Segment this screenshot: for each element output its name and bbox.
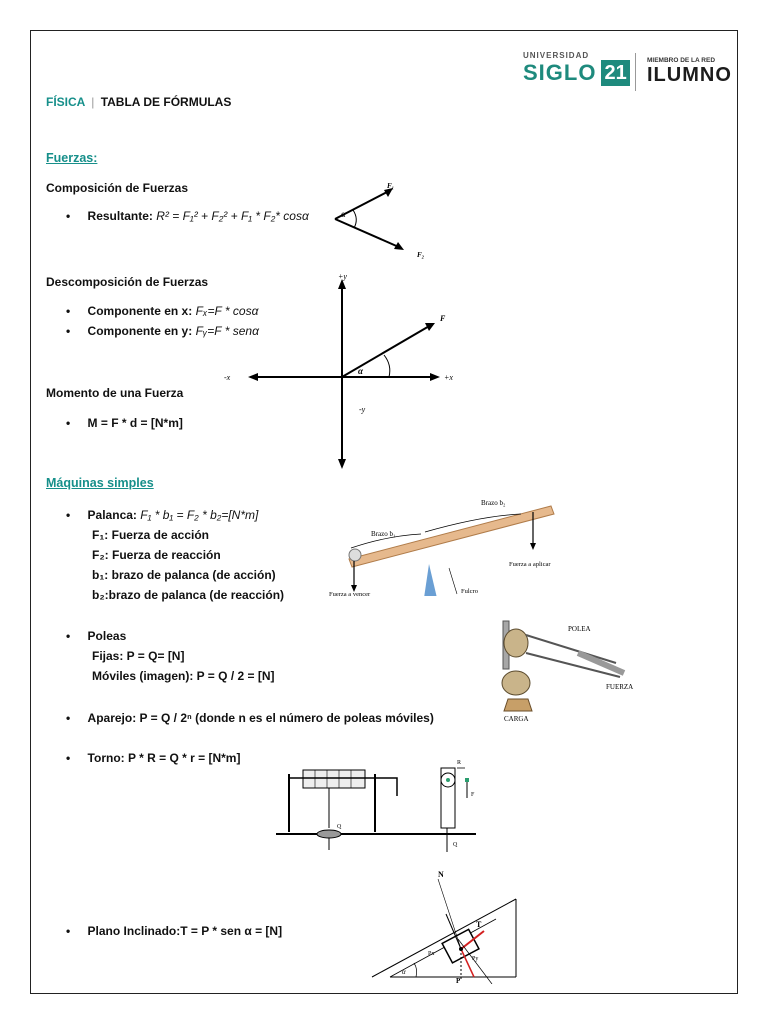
resultante-formula: R² = F₁² + F₂² + F₁ * F₂* cosα	[156, 209, 309, 223]
plus-x-label: +x	[444, 373, 453, 382]
inclined-plane-diagram	[366, 859, 531, 984]
componente-y-formula: Fᵧ=F * senα	[195, 324, 259, 338]
t-label: T	[476, 920, 482, 929]
poleas-fijas: Fijas: P = Q= [N]	[92, 649, 185, 663]
page-header	[46, 95, 231, 109]
logo-21: 21	[601, 60, 629, 86]
minus-x-label: -x	[224, 373, 231, 382]
n-label: N	[438, 870, 444, 879]
ilumno-network-label: MIEMBRO DE LA RED	[647, 57, 716, 64]
brazo-b2-label: Brazo b₂	[481, 499, 506, 507]
px-label: Px	[428, 951, 435, 957]
load-block	[504, 699, 532, 711]
y-axis-bottom-arrow	[338, 459, 346, 469]
f1-label: F₁	[387, 182, 395, 190]
fulcrum-pointer	[449, 568, 457, 594]
pulling-arm	[578, 653, 624, 673]
f-label: F	[440, 314, 446, 323]
fuerza-label: FUERZA	[606, 683, 634, 691]
minus-y-label: -y	[359, 405, 366, 414]
plano-item: • Plano Inclinado:T = P * sen α = [N]	[66, 924, 283, 938]
section-maquinas-heading: Máquinas simples	[46, 476, 154, 490]
winch-crank	[391, 778, 397, 796]
logo-siglo: SIGLO	[523, 60, 597, 85]
side-frame	[441, 768, 455, 828]
palanca-item: • Palanca: F₁ * b₁ = F₂ * b₂=[N*m]	[66, 508, 259, 522]
fulcro-label: Fulcro	[461, 588, 478, 595]
palanca-label: Palanca:	[87, 508, 137, 522]
poleas-label: Poleas	[87, 629, 127, 643]
palanca-line-1: F₁: Fuerza de acción	[92, 528, 209, 542]
page-title: TABLA DE FÓRMULAS	[100, 95, 232, 109]
resultante-item	[66, 209, 309, 223]
winch-drum	[303, 770, 365, 788]
polea-label: POLEA	[568, 625, 591, 633]
p-label: P	[456, 977, 461, 984]
plus-y-label: +y	[338, 272, 347, 281]
x-axis-left-arrow	[248, 373, 258, 381]
pulley-diagram	[486, 613, 646, 723]
f-vector	[342, 325, 431, 377]
ilumno-wordmark: ILUMNO	[647, 64, 732, 86]
fuerza-aplicar-label: Fuerza a aplicar	[509, 561, 551, 568]
alpha-label: α	[358, 366, 363, 376]
torno-formula: Torno: P * R = Q * r = [N*m]	[87, 751, 241, 765]
crank-handle-side	[465, 778, 469, 782]
load-weight	[349, 549, 361, 561]
componente-y-label: Componente en y:	[87, 324, 193, 338]
alpha-arc	[384, 355, 390, 377]
poleas-item: • Poleas	[66, 629, 127, 643]
winch-diagram	[271, 756, 481, 856]
f2-label: F₂	[417, 251, 425, 259]
lever-diagram	[321, 476, 591, 596]
incline-surface	[372, 899, 516, 977]
composition-diagram	[321, 176, 431, 266]
py-label: Py	[472, 956, 479, 962]
movable-pulley	[502, 671, 530, 695]
ilumno-logo	[647, 57, 732, 87]
f-label: F	[471, 792, 475, 798]
momento-formula: M = F * d = [N*m]	[87, 416, 183, 430]
decomposition-axes-diagram	[216, 269, 471, 474]
palanca-line-3: b₁: brazo de palanca (de acción)	[92, 568, 276, 582]
composicion-title: Composición de Fuerzas	[46, 181, 189, 195]
alpha-arc	[414, 963, 417, 977]
alpha-label: α	[341, 209, 346, 219]
subject-label: FÍSICA	[46, 95, 85, 109]
winch-load	[317, 830, 341, 838]
momento-item: • M = F * d = [N*m]	[66, 416, 183, 430]
aparejo-item: • Aparejo: P = Q / 2ⁿ (donde n es el número de poleas móviles)	[66, 711, 434, 725]
x-axis-right-arrow	[430, 373, 440, 381]
plano-formula: Plano Inclinado:T = P * sen α = [N]	[87, 924, 283, 938]
fulcrum	[424, 564, 437, 596]
palanca-line-2: F₂: Fuerza de reacción	[92, 548, 221, 562]
componente-y-item: • Componente en y: Fᵧ=F * senα	[66, 324, 259, 338]
university-logo	[523, 51, 630, 86]
componente-x-formula: Fₓ=F * cosα	[195, 304, 259, 318]
carga-label: CARGA	[504, 715, 529, 723]
side-axle	[446, 778, 450, 782]
palanca-formula: F₁ * b₁ = F₂ * b₂=[N*m]	[140, 508, 259, 522]
componente-x-item: • Componente en x: Fₓ=F * cosα	[66, 304, 259, 318]
f2-vector	[335, 219, 401, 248]
fuerza-vencer-label: Fuerza a vencer	[329, 591, 371, 596]
document-page	[30, 30, 738, 994]
applied-force-arrowhead	[530, 543, 536, 550]
momento-title: Momento de una Fuerza	[46, 386, 184, 400]
logo-university-label: UNIVERSIDAD	[523, 51, 590, 60]
normal-axis	[438, 879, 461, 949]
logo-divider	[635, 53, 636, 91]
resultante-label: Resultante:	[87, 209, 153, 223]
brazo-b1-label: Brazo b₁	[371, 530, 396, 538]
componente-x-label: Componente en x:	[87, 304, 193, 318]
fixed-pulley	[504, 629, 528, 657]
aparejo-formula: Aparejo: P = Q / 2ⁿ (donde n es el número de poleas móviles)	[87, 711, 434, 725]
section-fuerzas-heading: Fuerzas:	[46, 151, 98, 165]
descomposicion-title: Descomposición de Fuerzas	[46, 275, 209, 289]
palanca-line-4: b₂:brazo de palanca (de reacción)	[92, 588, 285, 602]
bullet: •	[66, 209, 71, 223]
poleas-moviles: Móviles (imagen): P = Q / 2 = [N]	[92, 669, 275, 683]
alpha-label: α	[402, 968, 406, 976]
header-separator: |	[91, 95, 95, 109]
r-label: R	[457, 760, 462, 766]
q2-label: Q	[453, 842, 458, 848]
torno-item: • Torno: P * R = Q * r = [N*m]	[66, 751, 241, 765]
alpha-arc	[353, 210, 356, 228]
rope-upper	[526, 635, 616, 663]
q1-label: Q	[337, 824, 342, 830]
